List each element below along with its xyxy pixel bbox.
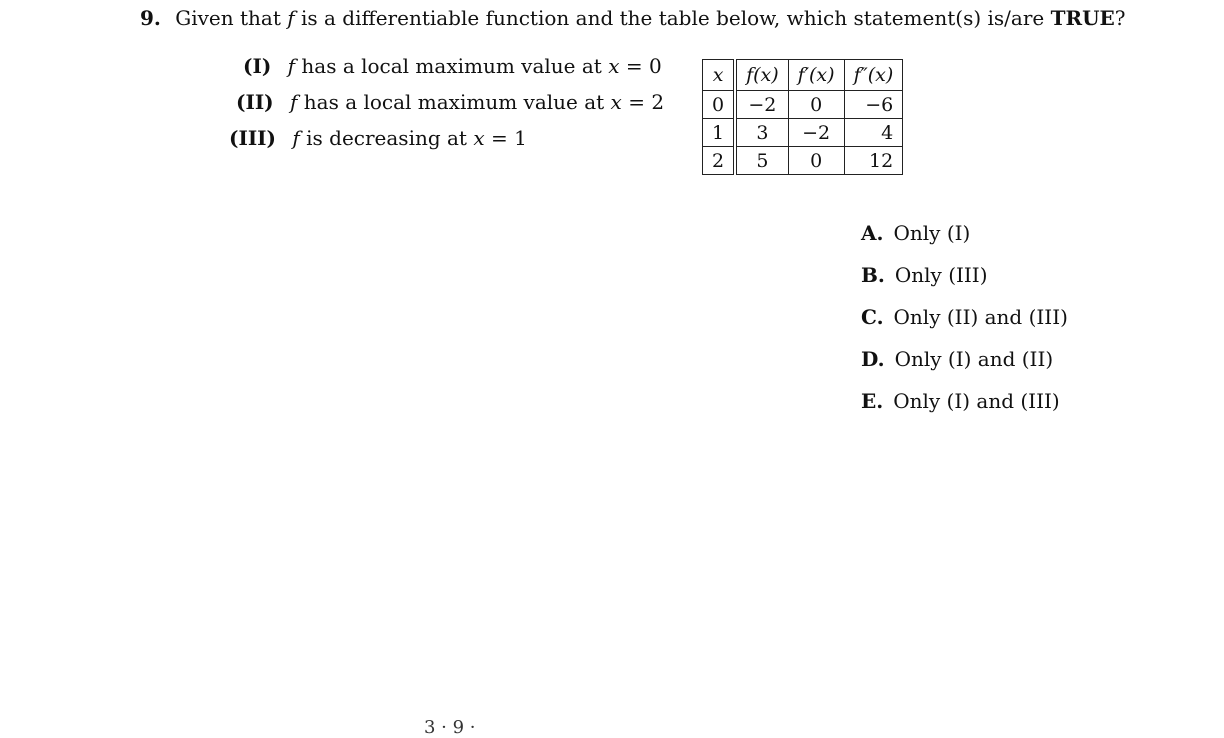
statement-iii (229, 126, 527, 150)
question-body: is a differentiable function and the table below, which statement(s) is/are (301, 6, 1045, 30)
statement-function: f (292, 126, 300, 150)
choice-text: Only (I) and (III) (893, 389, 1060, 413)
question-number: 9. (140, 6, 161, 30)
choice-text: Only (II) and (III) (893, 305, 1068, 329)
choice-letter: D. (861, 347, 885, 371)
statement-text: is decreasing at (306, 126, 467, 150)
choice-a[interactable] (861, 217, 1068, 259)
statement-variable: x (473, 126, 485, 150)
table-cell-x: 1 (703, 119, 736, 147)
question-text (140, 6, 1126, 30)
table-header-fprime: f′(x) (788, 60, 844, 91)
table-cell-fprime: −2 (788, 119, 844, 147)
table-cell-x: 0 (703, 91, 736, 119)
choice-text: Only (I) (893, 221, 971, 245)
statement-label: (I) (243, 54, 272, 78)
table-cell-fdoubleprime: −6 (844, 91, 903, 119)
table-cell-f: −2 (735, 91, 788, 119)
choice-text: Only (I) and (II) (894, 347, 1054, 371)
table-header-fdoubleprime: f″(x) (844, 60, 903, 91)
statement-i (243, 54, 662, 78)
table-header-x: x (703, 60, 736, 91)
statement-relation: = (625, 54, 643, 78)
table-cell-fdoubleprime: 12 (844, 147, 903, 175)
function-symbol: f (287, 6, 295, 30)
table-cell-fprime: 0 (788, 91, 844, 119)
table-row (703, 91, 903, 119)
statement-variable: x (610, 90, 622, 114)
choice-letter: E. (861, 389, 884, 413)
question-prefix: Given that (175, 6, 281, 30)
table-cell-x: 2 (703, 147, 736, 175)
choice-b[interactable] (861, 259, 1068, 301)
statement-ii (236, 90, 664, 114)
statement-value: 0 (648, 54, 662, 78)
answer-choices (861, 217, 1068, 427)
question-suffix: ? (1114, 6, 1126, 30)
statement-relation: = (628, 90, 645, 114)
statement-label: (III) (229, 126, 276, 150)
page-footer-fragment: 3 · 9 · (424, 717, 476, 738)
statement-value: 2 (651, 90, 665, 114)
choice-letter: A. (861, 221, 884, 245)
table-header-f: f(x) (735, 60, 788, 91)
table-cell-fprime: 0 (788, 147, 844, 175)
choice-letter: B. (861, 263, 885, 287)
statement-function: f (290, 90, 298, 114)
choice-e[interactable] (861, 385, 1068, 427)
table-cell-fdoubleprime: 4 (844, 119, 903, 147)
choice-d[interactable] (861, 343, 1068, 385)
table-cell-f: 5 (735, 147, 788, 175)
question-emphasis: TRUE (1050, 6, 1115, 30)
statement-text: has a local maximum value at (301, 54, 602, 78)
statement-value: 1 (514, 126, 527, 150)
table-header-row (703, 60, 903, 91)
statement-function: f (287, 54, 296, 78)
statement-variable: x (608, 54, 620, 78)
function-values-table (702, 59, 903, 175)
choice-c[interactable] (861, 301, 1068, 343)
statement-label: (II) (236, 90, 274, 114)
choice-letter: C. (861, 305, 884, 329)
table-cell-f: 3 (735, 119, 788, 147)
table-row (703, 119, 903, 147)
choice-text: Only (III) (894, 263, 988, 287)
statement-text: has a local maximum value at (303, 90, 605, 114)
statement-relation: = (490, 126, 508, 150)
table-row (703, 147, 903, 175)
